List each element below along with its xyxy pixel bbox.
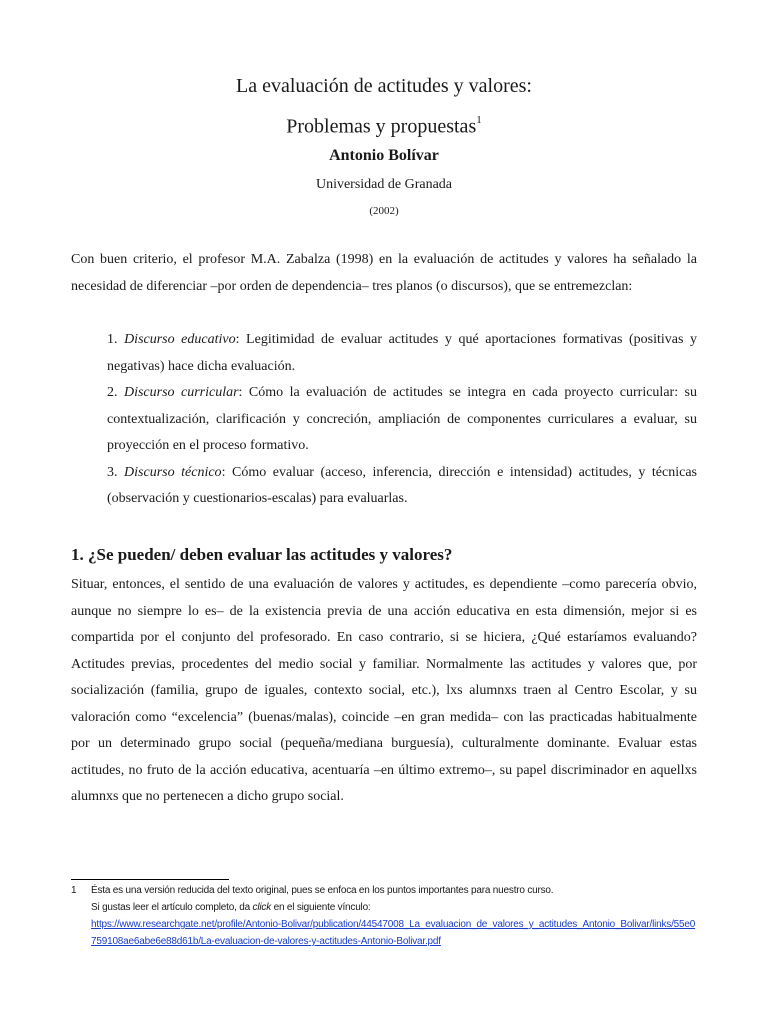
list-item-number: 2.: [107, 385, 118, 400]
footnote-instruction-emphasis: click: [252, 902, 271, 913]
footnote-divider: [71, 879, 229, 880]
list-item-text: : Cómo la evaluación de actitudes se integra en cada proyecto curricular: su contextualización, clarificación y concreción, ampliación de componentes curriculares a evaluar, su proyección en el proceso formativo.: [107, 385, 697, 453]
subtitle-text: Problemas y propuestas: [286, 115, 477, 138]
publication-year: (2002): [369, 205, 399, 217]
intro-paragraph: Con buen criterio, el profesor M.A. Zabalza (1998) en la evaluación de actitudes y valores ha señalado la necesidad de diferenciar –por orden de dependencia– tres planos (o discursos), que se entremezclan:: [71, 252, 697, 294]
list-item-text: : Legitimidad de evaluar actitudes y qué aportaciones formativas (positivas y negativas) hace dicha evaluación.: [107, 332, 697, 374]
footnote-link-wrapper: [91, 916, 697, 950]
document-title: La evaluación de actitudes y valores:: [236, 75, 532, 97]
author-name: Antonio Bolívar: [329, 147, 439, 164]
footnote-instruction-start: Si gustas leer el artículo completo, da: [91, 902, 253, 913]
document-subtitle: [0, 109, 768, 140]
list-item-label: Discurso educativo: [124, 332, 236, 347]
list-item-label: Discurso curricular: [123, 385, 239, 400]
section-heading: 1. ¿Se pueden/ deben evaluar las actitudes y valores?: [71, 545, 453, 564]
footnote-instruction: [91, 899, 697, 916]
footnote: [71, 882, 697, 950]
section-body-paragraph: Situar, entonces, el sentido de una evaluación de valores y actitudes, es dependiente –como parecería obvio, aunque no siempre lo es– de la existencia previa de una acción educativa en esta dimensión, mejor si es compartida por el conjunto del profesorado. En caso contrario, si se hiciera, ¿Qué estaríamos evaluando? Actitudes previas, procedentes del medio social y familiar. Normalmente las actitudes y valores que, por socialización (familia, grupo de iguales, contexto social, etc.), lxs alumnxs traen al Centro Escolar, y su valoración como “excelencia” (buenas/malas), coincide –en gran medida– con las practicadas habitualmente por un determinado grupo social (pequeña/mediana burguesía), culturalmente dominante. Evaluar estas actitudes, no fruto de la acción educativa, acentuaría –en último extremo–, su papel discriminador en aquellxs alumnxs que no pertenecen a dicho grupo social.: [71, 577, 697, 804]
list-item: [107, 327, 697, 380]
footnote-instruction-end: en el siguiente vínculo:: [271, 902, 371, 913]
list-item-label: Discurso técnico: [124, 464, 222, 480]
list-item: [107, 380, 697, 460]
list-item: [107, 460, 697, 513]
list-item-number: 3.: [107, 464, 118, 480]
footnote-marker[interactable]: 1: [476, 114, 482, 126]
footnote-text: Ésta es una versión reducida del texto original, pues se enfoca en los puntos importantes para nuestro curso.: [91, 885, 554, 896]
author-affiliation: Universidad de Granada: [315, 177, 453, 192]
discourses-list: [107, 327, 697, 513]
list-item-text: : Cómo evaluar (acceso, inferencia, dirección e intensidad) actitudes, y técnicas (observación y cuestionarios-escalas) para evaluarlas.: [107, 464, 697, 506]
list-item-number: 1.: [107, 332, 118, 347]
footnote-number: 1: [71, 885, 77, 896]
footnote-link[interactable]: https://www.researchgate.net/profile/Antonio-Bolivar/publication/44547008_La_evaluacion_de_valores_y_actitudes_Antonio_Bolivar/links/55e0759108ae6abe6e88d61b/La-evaluacion-de-valores-y-actitudes-Antonio-Bolivar.pdf: [91, 919, 696, 947]
